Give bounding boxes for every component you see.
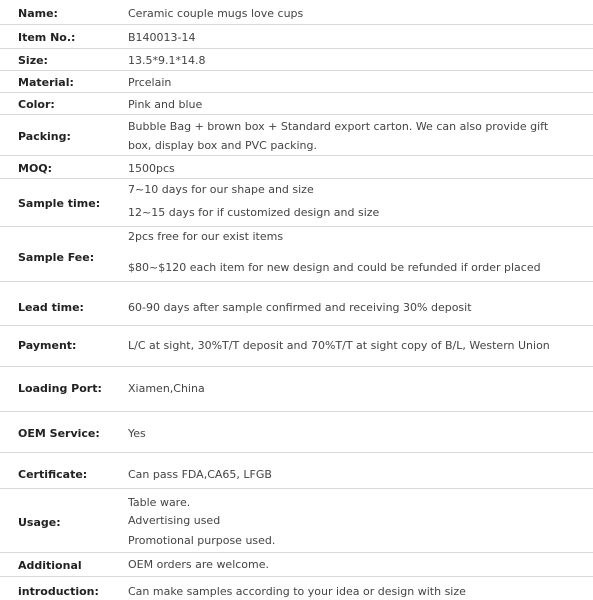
spec-value: OEM orders are welcome. (128, 558, 270, 571)
spec-label: MOQ: (18, 162, 53, 175)
spec-label: Additional (18, 559, 82, 572)
spec-label: Certificate: (18, 468, 88, 481)
spec-label: Color: (18, 98, 55, 111)
spec-value: L/C at sight, 30%T/T deposit and 70%T/T at sight copy of B/L, Western Union (128, 339, 550, 352)
spec-value: 60-90 days after sample confirmed and receiving 30% deposit (128, 301, 472, 314)
spec-label: Name: (18, 7, 58, 20)
spec-value: 13.5*9.1*14.8 (128, 54, 206, 67)
spec-value: Xiamen,China (128, 382, 205, 395)
spec-value-line: Advertising used (128, 514, 221, 527)
spec-value: 1500pcs (128, 162, 175, 175)
spec-value: Ceramic couple mugs love cups (128, 7, 304, 20)
spec-row-sample-time (0, 179, 593, 227)
spec-row-loading-port (0, 367, 593, 412)
spec-row-sample-fee (0, 227, 593, 282)
spec-value: Bubble Bag + brown box + Standard export carton. We can also provide gift box, display box and PVC packing. (128, 120, 549, 152)
spec-value-line: Promotional purpose used. (128, 534, 276, 547)
spec-value: Can make samples according to your idea or design with size (128, 585, 466, 598)
spec-label: OEM Service: (18, 427, 100, 440)
spec-row-usage (0, 489, 593, 553)
spec-row-lead-time (0, 282, 593, 326)
spec-row-color (0, 93, 593, 115)
spec-row-size (0, 49, 593, 71)
spec-label: Sample Fee: (18, 251, 95, 264)
spec-label: Item No.: (18, 31, 76, 44)
spec-row-item-no (0, 25, 593, 49)
spec-value-line: 7~10 days for our shape and size (128, 183, 314, 196)
spec-label: Payment: (18, 339, 77, 352)
spec-value: Yes (128, 427, 146, 440)
spec-value: Can pass FDA,CA65, LFGB (128, 468, 272, 481)
spec-label: Size: (18, 54, 48, 67)
spec-value-line: 12~15 days for if customized design and size (128, 206, 380, 219)
spec-row-moq (0, 156, 593, 179)
spec-label: Sample time: (18, 197, 101, 210)
spec-row-certificate (0, 453, 593, 489)
spec-label: Packing: (18, 130, 71, 143)
spec-row-oem-service (0, 412, 593, 453)
spec-row-packing (0, 115, 593, 156)
spec-value: Prcelain (128, 76, 172, 89)
spec-value-line: Table ware. (128, 496, 191, 509)
spec-label: introduction: (18, 585, 99, 598)
spec-value-line: 2pcs free for our exist items (128, 230, 284, 243)
spec-value: Pink and blue (128, 98, 203, 111)
spec-value: B140013-14 (128, 31, 196, 44)
spec-row-additional (0, 553, 593, 577)
spec-label: Lead time: (18, 301, 84, 314)
spec-row-material (0, 71, 593, 93)
spec-label: Loading Port: (18, 382, 102, 395)
spec-label: Usage: (18, 516, 61, 529)
spec-value-line: $80~$120 each item for new design and could be refunded if order placed (128, 261, 541, 274)
spec-label: Material: (18, 76, 74, 89)
spec-row-introduction (0, 577, 593, 600)
spec-row-payment (0, 326, 593, 367)
spec-row-name (0, 0, 593, 25)
